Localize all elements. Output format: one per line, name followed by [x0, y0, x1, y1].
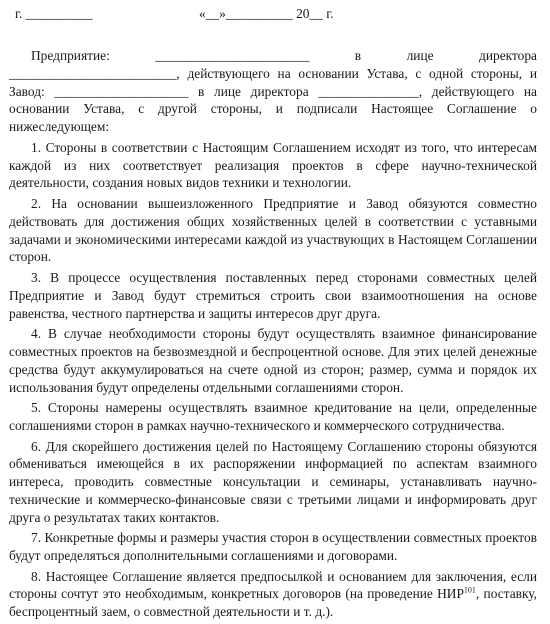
clause-6: 6. Для скорейшего достижения целей по Настоящему Соглашению стороны обязуются обмениваться имеющейся в их распоряжении информацией по аспектам взаимного интереса, проводить совместные консультации и семинары, устанавливать научно-технические и коммерческо-финансовые связи с третьими лицами и информировать друг друга о результатах таких контактов. — [9, 438, 537, 525]
clause-1: 1. Стороны в соответствии с Настоящим Соглашением исходят из того, что интересам каждой из них соответствует реализация проектов в сфере научно-технической деятельности, создания новых видов техники и технологии. — [9, 139, 537, 191]
footnote-marker: 101 — [463, 586, 476, 596]
clause-5: 5. Стороны намерены осуществлять взаимное кредитование на цели, определенные соглашениями сторон в рамках научно-технического и коммерческого сотрудничества. — [9, 400, 537, 433]
clause-4: 4. В случае необходимости стороны будут осуществлять взаимное финансирование совместных проектов на безвозмездной и беспроцентной основе. Для этих целей денежные средства будут аккумулироваться на счете одной из сторон; размер, сумма и порядок их использования будут определены отдельными соглашениями сторон. — [9, 326, 537, 395]
clause-2: 2. На основании вышеизложенного Предприятие и Завод обязуются совместно действовать для достижения общих хозяйственных целей в соответствии с уставными задачами и экономическими интересами каждой из участвующих в Настоящем Соглашении сторон. — [9, 195, 537, 265]
date-field: «__»__________ 20__ г. — [199, 6, 334, 21]
intro-paragraph: Предприятие: _______________________ в лице директора _________________________, действующего на основании Устава, с одной стороны, и Завод: ____________________ в лице директора _______________, действующего на основании Устава, с другой стороны, и подписали Настоящее Соглашение о нижеследующем: — [9, 48, 537, 135]
city-field: г. __________ — [15, 6, 93, 21]
document-header — [9, 6, 537, 26]
agreement-document — [9, 0, 537, 624]
clause-8-text-start: 8. Настоящее Соглашение является предпосылкой и основанием для заключения, если стороны сочтут это необходимым, конкретных договоров (на проведение НИР — [9, 568, 537, 602]
clause-7: 7. Конкретные формы и размеры участия сторон в осуществлении совместных проектов будут определяться дополнительными соглашениями и договорами. — [9, 530, 537, 564]
clause-3: 3. В процессе осуществления поставленных перед сторонами совместных целей Предприятие и Завод будут стремиться строить свои взаимоотношения на основе равенства, честного партнерства и защиты интересов друг друга. — [9, 269, 537, 321]
agreement-body — [9, 47, 537, 621]
clause-8-text-end: , поставку, беспроцентный заем, о совместной деятельности и т. д.). — [9, 586, 537, 620]
clause-8 — [9, 568, 537, 621]
